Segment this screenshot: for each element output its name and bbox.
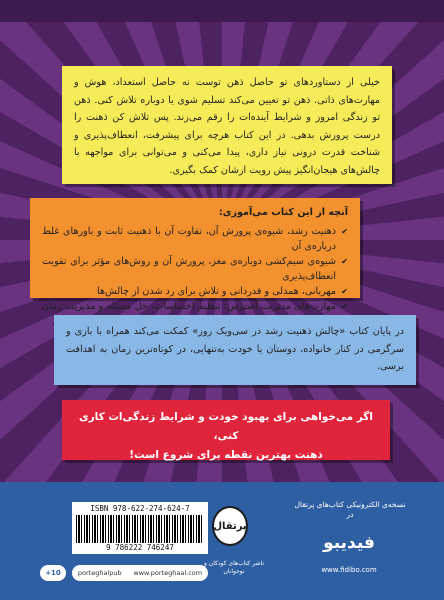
publisher-caption: ناشر کتاب‌های کودکان و نوجوانان <box>203 560 264 575</box>
learning-points-list <box>42 224 348 329</box>
learning-point: ✔ مهارت‌های مدیریت استرس: تنظیم احساسات، حل مسئله و مدیریت زمان <box>42 299 348 329</box>
social-links <box>72 565 208 581</box>
age-rating-badge: +10 <box>40 565 66 581</box>
barcode-digits: 9 786222 746247 <box>106 543 174 552</box>
isbn-label: ISBN 978-622-274-624-7 <box>90 504 190 513</box>
call-to-action-box <box>62 400 390 460</box>
learning-points-title: آنچه از این کتاب می‌آموزی: <box>218 207 348 218</box>
conclusion-text-box <box>54 315 416 385</box>
call-to-action-line-1: اگر می‌خواهی برای بهبود خودت و شرایط زندگی‌ات کاری کنی، <box>79 411 373 442</box>
learning-point: ✔ شیوه‌ی سیم‌کشی دوباره‌ی مغز، پرورش آن و روش‌های مؤثر برای تقویت انعطاف‌پذیری <box>42 254 348 284</box>
intro-text-box <box>62 66 392 184</box>
intro-text: خیلی از دستاوردهای تو حاصل ذهن توست نه حاصل استعداد، هوش و مهارت‌های ذاتی. ذهن تو تعیین می‌کند تسلیم شوی یا دوباره تلاش کنی. ذهن تو زندگی امروز و شرایط آینده‌ات را رقم می‌زند. پس تلاش کن ذهنت را درست پرورش بدهی. در این کتاب هرچه برای پیشرفت، انعطاف‌پذیری و شناخت قدرت درونی نیاز داری، پیدا می‌کنی و می‌توانی برای مواجهه با چالش‌های هیجان‌انگیز پیش رویت ازشان کمک بگیری. <box>74 77 380 176</box>
learning-points-box <box>30 198 360 312</box>
ebook-caption: نسخه‌ی الکترونیکی کتاب‌های پرتقال در <box>294 500 406 519</box>
publisher-logo-text: پرتقال <box>213 520 247 532</box>
call-to-action-line-2: ذهنت بهترین نقطه برای شروع است! <box>129 449 323 461</box>
learning-point: ✔ ذهنیت رشد، شیوه‌ی پرورش آن، تفاوت آن با ذهنیت ثابت و باورهای غلط درباره‌ی آن <box>42 224 348 254</box>
isbn-barcode-block <box>72 502 208 554</box>
barcode-image <box>76 515 204 543</box>
website-url: www.porteghaal.com <box>133 569 203 577</box>
conclusion-text: در پایان کتاب «چالش ذهنیت رشد در سی‌ویک روز» کمکت می‌کند همراه با بازی و سرگرمی در کنار خانواده، دوستان یا خودت به‌تنهایی، در کوتاه‌ترین زمان به اهدافت برسی. <box>66 326 404 372</box>
instagram-handle: porteghalpub <box>77 569 122 577</box>
publisher-logo <box>212 506 248 546</box>
fidibo-url: www.fidibo.com <box>321 566 377 574</box>
learning-point: ✔ مهربانی، همدلی و قدردانی و تلاش برای رد شدن از چالش‌ها <box>42 284 348 299</box>
fidibo-logo: فیدیبو <box>323 533 375 553</box>
top-stripe <box>0 0 444 22</box>
